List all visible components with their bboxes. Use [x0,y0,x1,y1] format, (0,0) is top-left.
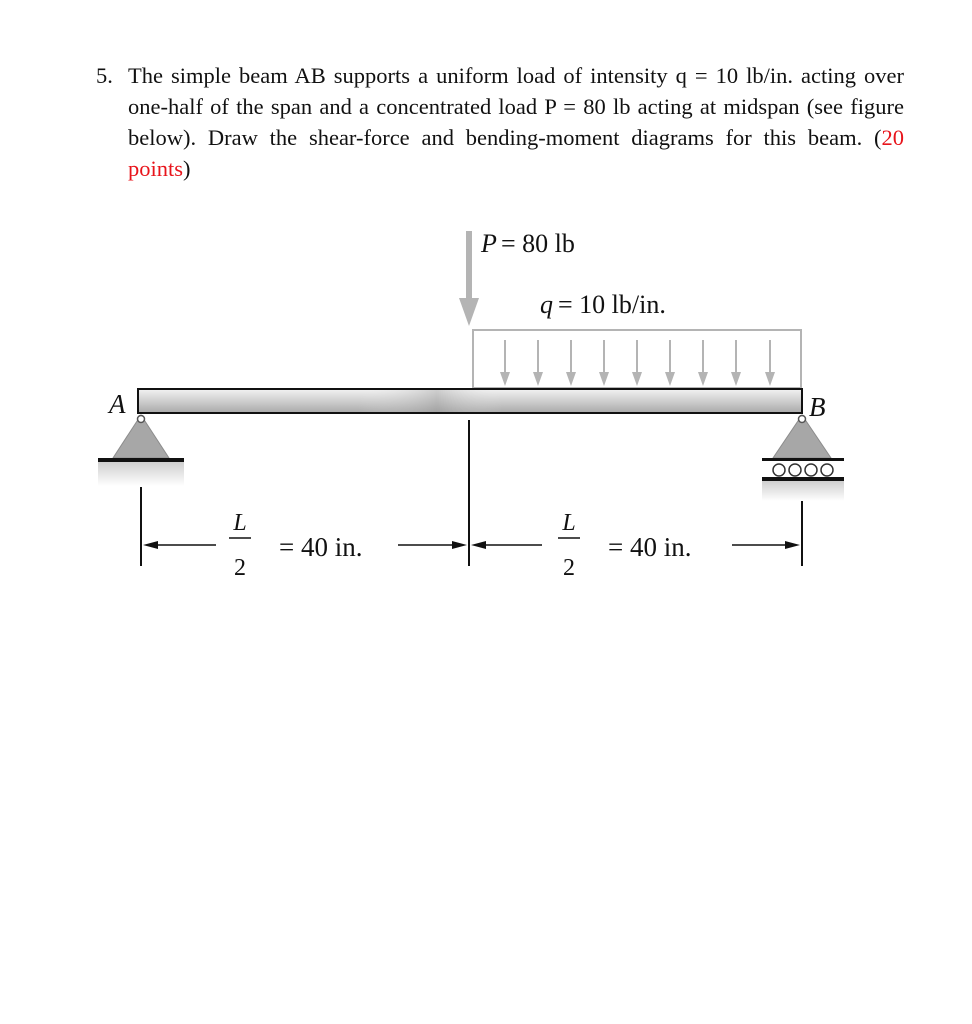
ground-hatch-a [98,462,184,486]
problem-close: ) [183,156,191,181]
roller-wheel [821,464,833,476]
support-b-label: B [809,392,826,422]
roller-top-line [762,458,844,461]
point-load-shaft [466,231,472,299]
ground-line-b [762,477,844,481]
dim-left-num: L [233,510,247,536]
uniform-load-symbol: q [540,290,553,319]
dim-left-den: 2 [234,555,246,581]
roller-support-b [762,415,844,501]
dim-right-den: 2 [563,555,575,581]
beam-highlight [139,390,801,412]
beam-ab [107,389,826,422]
pin-support-a [98,415,184,486]
pin-hinge [138,416,145,423]
ground-hatch-b [762,481,844,501]
uniform-load-value: = 10 lb/in. [558,290,666,319]
uniform-load-q [473,290,801,388]
dim-right-num: L [562,510,576,536]
points-label: 20 points [128,125,904,181]
roller-wheel [773,464,785,476]
support-a-label: A [109,389,126,419]
ground-line-a [98,458,184,462]
dim-arrow [785,541,800,549]
dimension-lines [141,420,802,566]
dim-arrow [143,541,158,549]
dim-right-label [558,510,691,581]
roller-wheel [805,464,817,476]
dim-left-value: = 40 in. [279,532,363,562]
dim-right-value: = 40 in. [608,532,692,562]
roller-hinge [799,416,806,423]
problem-text: The simple beam AB supports a uniform load of intensity q = 10 lb/in. acting over one-half of the span and a concentrated load P = 80 lb acting at midspan (see figure below). Draw the shear-force and bending-moment diagrams for this beam. ( [128,63,904,150]
point-load-symbol: P [481,229,497,258]
dim-left-label [229,510,362,581]
point-load-value: = 80 lb [501,229,575,258]
problem-number: 5. [96,63,113,88]
roller-wheel [789,464,801,476]
dim-arrow [452,541,467,549]
point-load-arrowhead [459,298,479,326]
dim-arrow [471,541,486,549]
